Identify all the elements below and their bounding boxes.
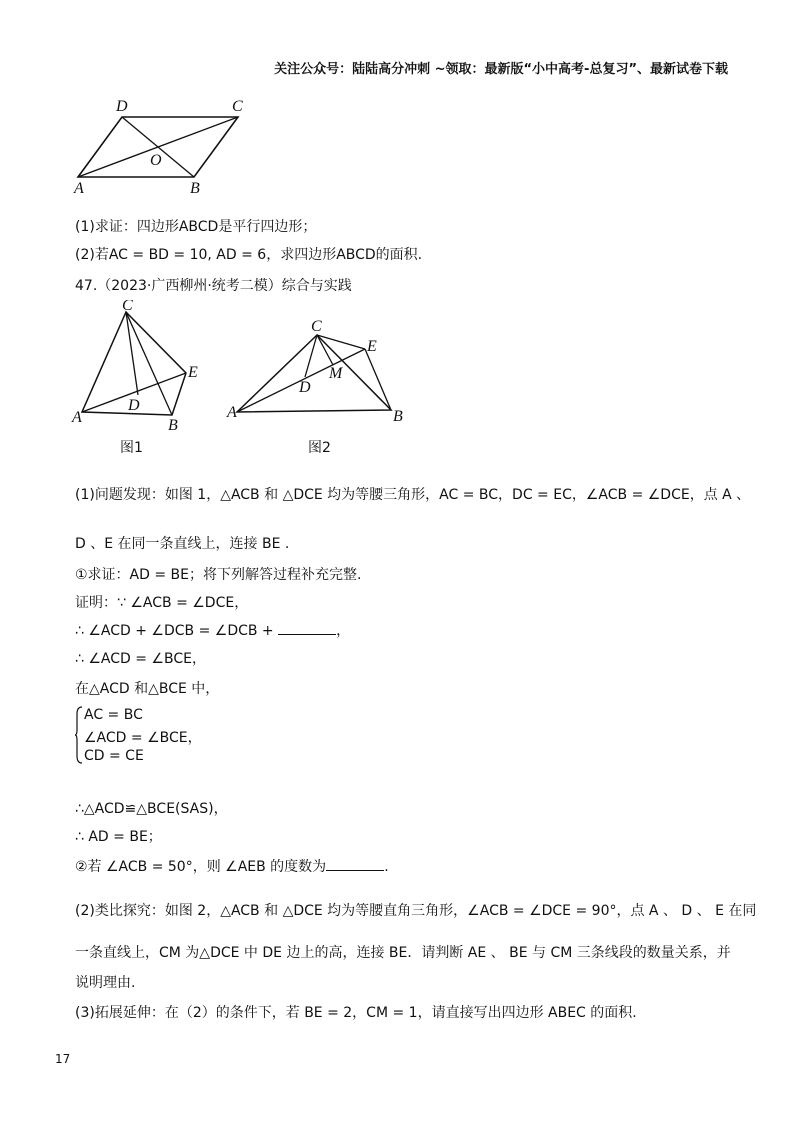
page-header: 关注公众号：陆陆高分冲刺 ~领取：最新版“小中高考-总复习”、最新试卷下载: [274, 62, 728, 77]
proof-line-4: 在△ACD 和△BCE 中，: [75, 681, 220, 697]
q47-title: 47.（2023·广西柳州·统考二模）综合与实践: [75, 278, 352, 294]
figure-1: [68, 300, 208, 460]
q46-part2: (2)若AC = BD = 10, AD = 6，求四边形ABCD的面积.: [75, 247, 423, 263]
fig2-caption: 图2: [308, 440, 331, 456]
proof-line-6: ∴ AD = BE；: [75, 829, 162, 845]
label-D: D: [116, 98, 128, 115]
fig2-label-B: B: [393, 408, 403, 425]
proof-line-2: ∴ ∠ACD + ∠DCB = ∠DCB + ，: [75, 620, 350, 640]
fig2-label-E: E: [367, 338, 377, 355]
answer-blank-2: [326, 856, 384, 871]
fig2-label-A: A: [227, 404, 237, 421]
system-eq-2: ∠ACD = ∠BCE，: [84, 730, 202, 746]
q47-p2-line2: 一条直线上，CM 为△DCE 中 DE 边上的高，连接 BE．请判断 AE 、 BE 与 CM 三条线段的数量关系，并: [75, 945, 731, 961]
q46-part1: (1)求证：四边形ABCD是平行四边形；: [75, 219, 317, 235]
system-eq-3: CD = CE: [84, 748, 144, 764]
label-C: C: [232, 98, 243, 115]
page-number: 17: [55, 1052, 71, 1066]
fig1-label-D: D: [128, 397, 140, 414]
answer-blank-1: [278, 620, 336, 635]
fig1-label-E: E: [188, 364, 198, 381]
label-B: B: [190, 180, 200, 195]
label-A: A: [74, 180, 84, 195]
system-eq-1: AC = BC: [84, 707, 143, 723]
q47-p1-sub1: ①求证：AD = BE；将下列解答过程补充完整.: [75, 567, 362, 583]
label-O: O: [150, 152, 162, 169]
proof-line-1: 证明：∵ ∠ACB = ∠DCE，: [75, 595, 249, 611]
q47-p3: (3)拓展延伸：在（2）的条件下，若 BE = 2，CM = 1，请直接写出四边形 ABEC 的面积.: [75, 1005, 637, 1021]
proof-line-3: ∴ ∠ACD = ∠BCE，: [75, 651, 206, 667]
q47-p1-line1: (1)问题发现：如图 1，△ACB 和 △DCE 均为等腰三角形，AC = BC，DC = EC，∠ACB = ∠DCE，点 A 、: [75, 487, 751, 503]
q47-p1-sub2: ②若 ∠ACB = 50°，则 ∠AEB 的度数为 .: [75, 856, 389, 876]
fig2-label-C: C: [311, 318, 322, 335]
fig1-caption: 图1: [120, 440, 143, 456]
fig1-label-A: A: [72, 409, 82, 426]
fig2-label-D: D: [299, 379, 311, 396]
q47-p1-line2: D 、E 在同一条直线上，连接 BE .: [75, 536, 290, 552]
fig2-label-M: M: [329, 365, 343, 382]
fig1-label-B: B: [168, 417, 178, 434]
q47-p2-line3: 说明理由.: [75, 975, 136, 991]
figure-2: [225, 315, 415, 460]
system-brace: [75, 706, 83, 764]
parallelogram-figure: [70, 95, 260, 195]
q47-p2-line1: (2)类比探究：如图 2，△ACB 和 △DCE 均为等腰直角三角形，∠ACB = ∠DCE = 90°，点 A 、 D 、 E 在同: [75, 903, 757, 919]
proof-line-5: ∴△ACD≌△BCE(SAS)，: [75, 801, 228, 817]
fig1-label-C: C: [122, 300, 133, 314]
